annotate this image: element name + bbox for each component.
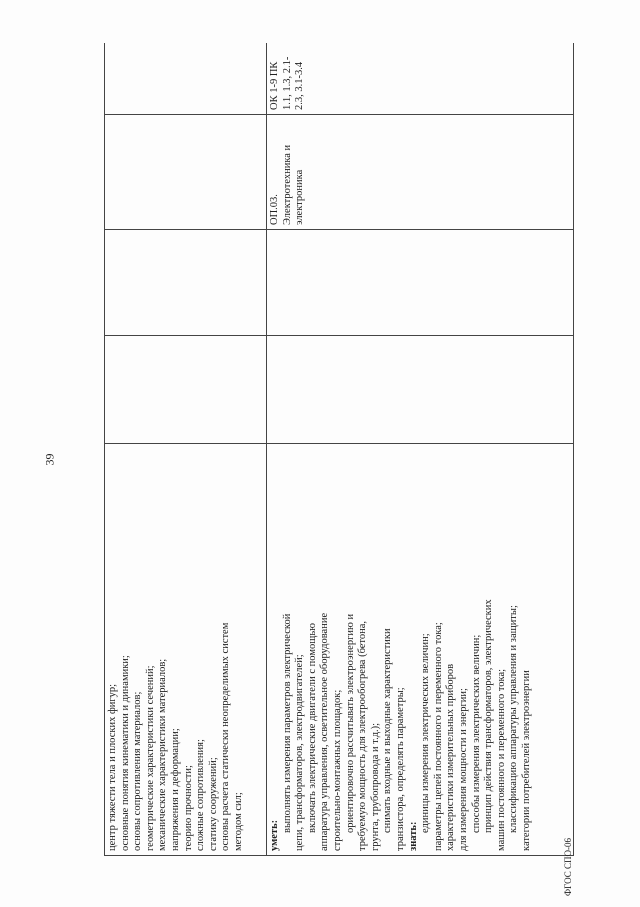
discipline-cell <box>105 115 267 230</box>
discipline-code: ОП.03. <box>269 194 280 225</box>
list-item: цепи, трансформаторов, электродвигателей; <box>294 654 306 851</box>
list-item: параметры цепей постоянного и переменного тока; <box>432 622 444 851</box>
hours-class-cell <box>105 230 267 336</box>
list-item: статику сооружений; <box>207 757 219 851</box>
discipline-cell <box>267 115 574 230</box>
list-item: основы расчета статически неопределимых систем <box>220 622 232 851</box>
competency-codes: ОК 1-9 ПК 1.1, 1.3, 2.1-2.3, 3.1-3.4 <box>269 56 306 110</box>
list-item: методом сил; <box>232 792 244 851</box>
skills-heading: уметь: <box>269 819 280 851</box>
list-item: аппаратура управления, осветительное оборудование <box>319 612 331 851</box>
table-row <box>267 43 574 856</box>
list-item: механические характеристики материалов; <box>157 658 169 851</box>
list-item: характеристики измерительных приборов <box>445 663 457 851</box>
list-item: грунта, трубопровода и т.д.); <box>369 722 381 851</box>
list-item: ориентировочно рассчитывать электроэнергию и <box>344 613 356 833</box>
list-item: снимать входные и выходные характеристики <box>382 628 394 833</box>
hours-class-cell <box>267 230 574 336</box>
list-item: машин постоянного и переменного тока; <box>495 668 507 851</box>
list-item: категории потребителей электроэнергии <box>520 670 532 851</box>
requirements-cell <box>105 444 267 856</box>
document-footer: ФГОС СПО-06 <box>563 838 573 896</box>
hours-max-cell <box>105 336 267 444</box>
list-item: единицы измерения электрических величин; <box>420 633 432 833</box>
curriculum-table <box>104 43 574 856</box>
list-item: классификацию аппаратуры управления и защиты; <box>508 605 520 833</box>
table-rotation-wrapper <box>104 43 574 856</box>
list-item: основы сопротивления материалов; <box>132 691 144 851</box>
list-item: геометрические характеристики сечений; <box>144 665 156 851</box>
page-number: 39 <box>42 453 57 466</box>
rotated-table-area <box>104 43 574 856</box>
list-item: теорию прочности; <box>182 765 194 851</box>
list-item: центр тяжести тела и плоских фигур; <box>107 683 118 851</box>
list-item: выполнять измерения параметров электрической <box>281 613 293 833</box>
competencies-cell <box>105 43 267 115</box>
list-item: напряжения и деформации; <box>169 728 181 851</box>
list-item: включать электрические двигатели с помощью <box>306 623 318 833</box>
list-item: способы измерения электрических величин; <box>470 634 482 833</box>
list-item: основные понятия кинематики и динамики; <box>119 655 131 851</box>
list-item: транзистора, определять параметры; <box>394 687 406 851</box>
list-item: требуемую мощность для электрообогрева (бетона, <box>357 620 369 851</box>
list-item: сложные сопротивления; <box>195 739 207 851</box>
list-item: для измерения мощности и энергии; <box>457 688 469 851</box>
list-item: строительно-монтажных площадок; <box>331 689 343 851</box>
competencies-cell <box>267 43 574 115</box>
hours-max-cell <box>267 336 574 444</box>
knowledge-heading: знать: <box>407 821 419 851</box>
requirements-cell <box>267 444 574 856</box>
table-row <box>105 43 267 856</box>
discipline-name: Электротехника и электроника <box>281 144 306 225</box>
list-item: принцип действия трансформаторов, электрических <box>483 599 495 833</box>
